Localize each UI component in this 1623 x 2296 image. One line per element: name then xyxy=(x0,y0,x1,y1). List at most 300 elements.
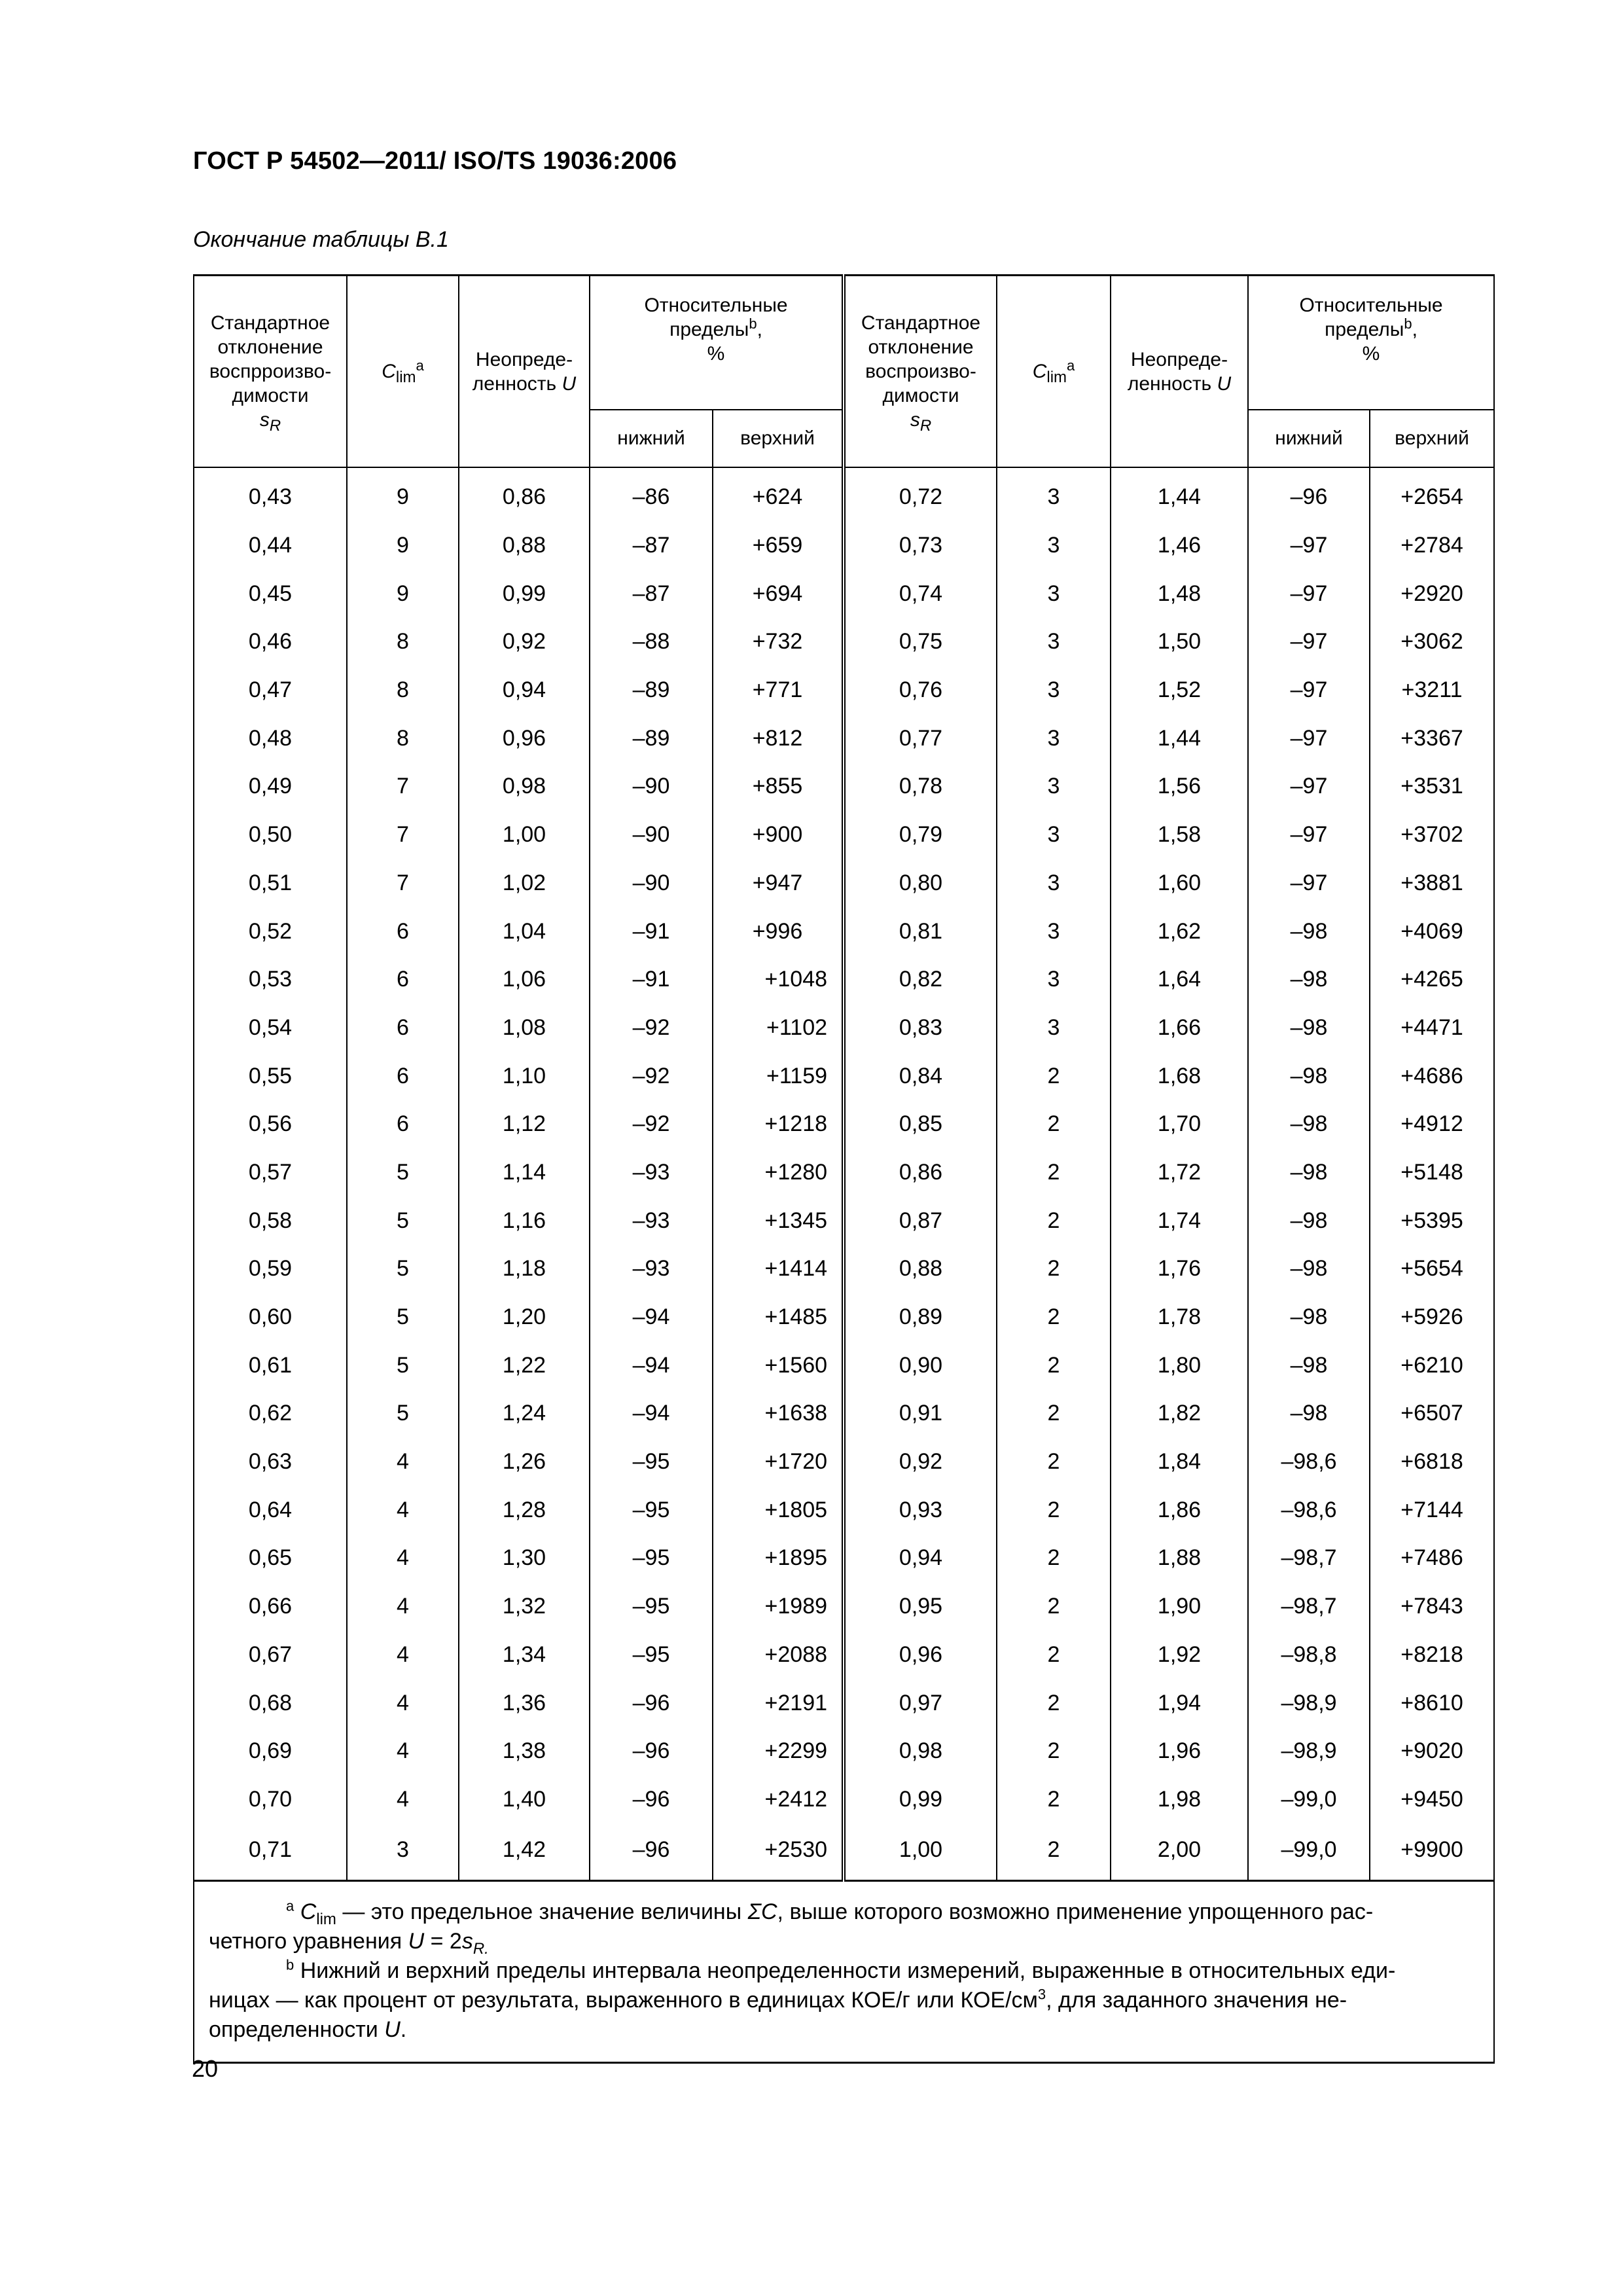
cell-upper-left: +1218 xyxy=(713,1100,844,1149)
cell-uncertainty-right: 1,48 xyxy=(1111,569,1248,618)
cell-upper-left: +812 xyxy=(713,714,844,762)
cell-sr-left: 0,59 xyxy=(194,1245,347,1293)
table-row xyxy=(194,811,1494,859)
cell-upper-left: +947 xyxy=(713,859,844,908)
cell-lower-right: –97 xyxy=(1248,522,1370,570)
cell-lower-left: –95 xyxy=(590,1534,713,1583)
cell-clim-left: 6 xyxy=(347,1052,459,1100)
cell-uncertainty-right: 1,92 xyxy=(1111,1631,1248,1679)
cell-upper-left: +1560 xyxy=(713,1341,844,1390)
cell-uncertainty-left: 0,99 xyxy=(459,569,590,618)
cell-lower-right: –98 xyxy=(1248,1196,1370,1245)
cell-uncertainty-left: 1,06 xyxy=(459,956,590,1004)
cell-clim-left: 4 xyxy=(347,1534,459,1583)
header-relative-limits-right: Относительные пределы$^b$, % xyxy=(1248,276,1494,410)
cell-uncertainty-right: 1,94 xyxy=(1111,1679,1248,1727)
table-row xyxy=(194,1438,1494,1486)
cell-clim-right: 3 xyxy=(997,907,1111,956)
cell-clim-right: 3 xyxy=(997,811,1111,859)
cell-sr-left: 0,70 xyxy=(194,1776,347,1824)
cell-sr-left: 0,71 xyxy=(194,1823,347,1881)
cell-clim-left: 3 xyxy=(347,1823,459,1881)
header-relative-limits-left: Относительные пределы$^b$, % xyxy=(590,276,844,410)
footnote-b-continued: ницах — как процент от результата, выраженного в единицах КОЕ/г или КОЕ/$см^3$, для заданного значения не- xyxy=(209,1986,1347,2013)
cell-sr-left: 0,65 xyxy=(194,1534,347,1583)
cell-clim-right: 2 xyxy=(997,1438,1111,1486)
cell-lower-left: –94 xyxy=(590,1390,713,1438)
cell-lower-left: –88 xyxy=(590,618,713,666)
cell-sr-right: 0,74 xyxy=(844,569,997,618)
cell-lower-right: –97 xyxy=(1248,666,1370,715)
cell-uncertainty-right: 1,74 xyxy=(1111,1196,1248,1245)
cell-lower-right: –97 xyxy=(1248,859,1370,908)
cell-uncertainty-left: 1,38 xyxy=(459,1727,590,1776)
cell-lower-right: –98 xyxy=(1248,907,1370,956)
cell-upper-right: +3531 xyxy=(1370,762,1494,811)
cell-clim-left: 4 xyxy=(347,1438,459,1486)
header-uncertainty-right: Неопреде- ленность U xyxy=(1111,276,1248,468)
cell-sr-left: 0,61 xyxy=(194,1341,347,1390)
cell-lower-left: –96 xyxy=(590,1776,713,1824)
cell-upper-left: +2299 xyxy=(713,1727,844,1776)
table-row xyxy=(194,1293,1494,1342)
cell-clim-right: 3 xyxy=(997,714,1111,762)
cell-uncertainty-left: 1,00 xyxy=(459,811,590,859)
cell-clim-right: 2 xyxy=(997,1823,1111,1881)
header-lower-right: нижний xyxy=(1248,410,1370,467)
cell-uncertainty-left: 1,28 xyxy=(459,1486,590,1534)
cell-upper-left: +1485 xyxy=(713,1293,844,1342)
cell-upper-left: +1989 xyxy=(713,1583,844,1631)
cell-uncertainty-left: 1,42 xyxy=(459,1823,590,1881)
cell-uncertainty-left: 0,94 xyxy=(459,666,590,715)
cell-clim-right: 3 xyxy=(997,473,1111,522)
cell-sr-right: 0,84 xyxy=(844,1052,997,1100)
cell-sr-right: 0,88 xyxy=(844,1245,997,1293)
cell-uncertainty-right: 1,78 xyxy=(1111,1293,1248,1342)
cell-sr-right: 0,99 xyxy=(844,1776,997,1824)
cell-clim-left: 5 xyxy=(347,1196,459,1245)
cell-uncertainty-right: 1,82 xyxy=(1111,1390,1248,1438)
cell-clim-left: 7 xyxy=(347,811,459,859)
table-row xyxy=(194,1486,1494,1534)
cell-sr-right: 0,96 xyxy=(844,1631,997,1679)
header-lower-left: нижний xyxy=(590,410,713,467)
cell-uncertainty-left: 1,40 xyxy=(459,1776,590,1824)
cell-clim-left: 5 xyxy=(347,1293,459,1342)
cell-clim-right: 2 xyxy=(997,1534,1111,1583)
table-row xyxy=(194,618,1494,666)
cell-sr-right: 0,85 xyxy=(844,1100,997,1149)
header-upper-left: верхний xyxy=(713,410,844,467)
cell-sr-left: 0,62 xyxy=(194,1390,347,1438)
cell-lower-right: –98,6 xyxy=(1248,1438,1370,1486)
cell-lower-right: –98 xyxy=(1248,1293,1370,1342)
cell-upper-left: +1159 xyxy=(713,1052,844,1100)
cell-upper-left: +1895 xyxy=(713,1534,844,1583)
cell-lower-right: –97 xyxy=(1248,811,1370,859)
cell-sr-right: 0,87 xyxy=(844,1196,997,1245)
cell-uncertainty-right: 1,84 xyxy=(1111,1438,1248,1486)
cell-clim-left: 7 xyxy=(347,762,459,811)
cell-lower-right: –98,7 xyxy=(1248,1534,1370,1583)
cell-clim-right: 2 xyxy=(997,1776,1111,1824)
cell-clim-right: 2 xyxy=(997,1052,1111,1100)
cell-sr-left: 0,50 xyxy=(194,811,347,859)
cell-upper-left: +2412 xyxy=(713,1776,844,1824)
cell-upper-right: +3702 xyxy=(1370,811,1494,859)
cell-clim-right: 2 xyxy=(997,1727,1111,1776)
cell-clim-right: 3 xyxy=(997,569,1111,618)
cell-upper-left: +694 xyxy=(713,569,844,618)
cell-sr-right: 0,75 xyxy=(844,618,997,666)
cell-uncertainty-right: 1,44 xyxy=(1111,473,1248,522)
cell-upper-left: +996 xyxy=(713,907,844,956)
cell-upper-right: +9020 xyxy=(1370,1727,1494,1776)
cell-clim-right: 3 xyxy=(997,618,1111,666)
table-row xyxy=(194,1052,1494,1100)
cell-uncertainty-left: 0,96 xyxy=(459,714,590,762)
cell-uncertainty-left: 1,22 xyxy=(459,1341,590,1390)
cell-sr-right: 0,91 xyxy=(844,1390,997,1438)
cell-uncertainty-left: 0,92 xyxy=(459,618,590,666)
cell-sr-left: 0,55 xyxy=(194,1052,347,1100)
cell-lower-left: –94 xyxy=(590,1293,713,1342)
cell-lower-left: –95 xyxy=(590,1438,713,1486)
cell-clim-right: 2 xyxy=(997,1341,1111,1390)
cell-upper-right: +2920 xyxy=(1370,569,1494,618)
cell-sr-right: 0,81 xyxy=(844,907,997,956)
cell-lower-right: –99,0 xyxy=(1248,1823,1370,1881)
cell-uncertainty-left: 1,20 xyxy=(459,1293,590,1342)
table-row xyxy=(194,1727,1494,1776)
cell-uncertainty-left: 1,24 xyxy=(459,1390,590,1438)
cell-upper-left: +1102 xyxy=(713,1004,844,1052)
cell-clim-left: 5 xyxy=(347,1390,459,1438)
cell-clim-left: 8 xyxy=(347,618,459,666)
table-row xyxy=(194,666,1494,715)
table-row xyxy=(194,522,1494,570)
cell-clim-left: 6 xyxy=(347,956,459,1004)
cell-lower-left: –92 xyxy=(590,1052,713,1100)
cell-uncertainty-left: 1,02 xyxy=(459,859,590,908)
cell-lower-right: –97 xyxy=(1248,714,1370,762)
cell-upper-right: +3367 xyxy=(1370,714,1494,762)
cell-upper-right: +9900 xyxy=(1370,1823,1494,1881)
cell-uncertainty-right: 1,66 xyxy=(1111,1004,1248,1052)
cell-lower-right: –98,8 xyxy=(1248,1631,1370,1679)
table-body xyxy=(194,473,1494,1881)
cell-sr-right: 0,92 xyxy=(844,1438,997,1486)
document-header: ГОСТ Р 54502—2011/ ISO/TS 19036:2006 xyxy=(193,147,677,175)
cell-upper-right: +6210 xyxy=(1370,1341,1494,1390)
header-clim-left: $C_{lim}^a$ xyxy=(347,276,459,468)
cell-upper-left: +659 xyxy=(713,522,844,570)
cell-uncertainty-right: 1,96 xyxy=(1111,1727,1248,1776)
cell-sr-left: 0,44 xyxy=(194,522,347,570)
cell-uncertainty-left: 1,04 xyxy=(459,907,590,956)
cell-clim-right: 3 xyxy=(997,666,1111,715)
cell-sr-right: 0,82 xyxy=(844,956,997,1004)
cell-uncertainty-left: 0,86 xyxy=(459,473,590,522)
header-uncertainty-left: Неопреде- ленность U xyxy=(459,276,590,468)
table-row xyxy=(194,1534,1494,1583)
page-number: 20 xyxy=(192,2055,219,2082)
cell-clim-left: 5 xyxy=(347,1245,459,1293)
header-sr-left: Стандартное отклонение воспрроизво- димости $s_R$ xyxy=(194,276,347,468)
cell-uncertainty-left: 1,12 xyxy=(459,1100,590,1149)
cell-upper-left: +624 xyxy=(713,473,844,522)
cell-lower-right: –98 xyxy=(1248,1245,1370,1293)
cell-clim-left: 9 xyxy=(347,473,459,522)
cell-upper-right: +5148 xyxy=(1370,1149,1494,1197)
cell-sr-left: 0,66 xyxy=(194,1583,347,1631)
cell-clim-right: 2 xyxy=(997,1583,1111,1631)
cell-upper-left: +2191 xyxy=(713,1679,844,1727)
cell-lower-left: –92 xyxy=(590,1100,713,1149)
table-row xyxy=(194,1679,1494,1727)
cell-clim-right: 2 xyxy=(997,1631,1111,1679)
cell-lower-left: –96 xyxy=(590,1679,713,1727)
cell-sr-right: 0,98 xyxy=(844,1727,997,1776)
cell-upper-right: +5654 xyxy=(1370,1245,1494,1293)
cell-uncertainty-right: 1,46 xyxy=(1111,522,1248,570)
cell-upper-left: +2530 xyxy=(713,1823,844,1881)
cell-upper-right: +4686 xyxy=(1370,1052,1494,1100)
cell-sr-left: 0,43 xyxy=(194,473,347,522)
cell-sr-left: 0,58 xyxy=(194,1196,347,1245)
table-row xyxy=(194,1390,1494,1438)
cell-clim-left: 4 xyxy=(347,1631,459,1679)
cell-upper-right: +4471 xyxy=(1370,1004,1494,1052)
cell-sr-left: 0,53 xyxy=(194,956,347,1004)
cell-clim-right: 3 xyxy=(997,762,1111,811)
cell-clim-right: 2 xyxy=(997,1196,1111,1245)
cell-upper-right: +7486 xyxy=(1370,1534,1494,1583)
cell-uncertainty-left: 0,88 xyxy=(459,522,590,570)
cell-clim-right: 2 xyxy=(997,1486,1111,1534)
cell-sr-left: 0,51 xyxy=(194,859,347,908)
cell-sr-right: 1,00 xyxy=(844,1823,997,1881)
cell-uncertainty-right: 1,90 xyxy=(1111,1583,1248,1631)
cell-upper-right: +6818 xyxy=(1370,1438,1494,1486)
cell-sr-right: 0,86 xyxy=(844,1149,997,1197)
cell-upper-right: +4069 xyxy=(1370,907,1494,956)
cell-clim-right: 2 xyxy=(997,1390,1111,1438)
cell-uncertainty-right: 1,64 xyxy=(1111,956,1248,1004)
table-row xyxy=(194,1341,1494,1390)
cell-uncertainty-right: 1,44 xyxy=(1111,714,1248,762)
cell-lower-right: –98 xyxy=(1248,1004,1370,1052)
cell-lower-right: –97 xyxy=(1248,618,1370,666)
cell-upper-left: +855 xyxy=(713,762,844,811)
cell-upper-left: +771 xyxy=(713,666,844,715)
cell-upper-left: +1048 xyxy=(713,956,844,1004)
cell-clim-left: 7 xyxy=(347,859,459,908)
cell-uncertainty-right: 2,00 xyxy=(1111,1823,1248,1881)
cell-lower-right: –98 xyxy=(1248,1100,1370,1149)
cell-upper-right: +8218 xyxy=(1370,1631,1494,1679)
footnote-b: $^b$ Нижний и верхний пределы интервала неопределенности измерений, выраженные в относительных еди- xyxy=(286,1956,1396,1984)
cell-uncertainty-left: 1,18 xyxy=(459,1245,590,1293)
header-upper-right: верхний xyxy=(1370,410,1494,467)
cell-lower-left: –89 xyxy=(590,666,713,715)
table-row xyxy=(194,762,1494,811)
table-row xyxy=(194,1196,1494,1245)
cell-clim-right: 3 xyxy=(997,859,1111,908)
table-row xyxy=(194,1100,1494,1149)
cell-lower-right: –97 xyxy=(1248,762,1370,811)
table-row xyxy=(194,1823,1494,1881)
cell-clim-left: 9 xyxy=(347,569,459,618)
cell-lower-right: –98 xyxy=(1248,1052,1370,1100)
cell-uncertainty-left: 1,10 xyxy=(459,1052,590,1100)
cell-uncertainty-left: 0,98 xyxy=(459,762,590,811)
cell-sr-right: 0,76 xyxy=(844,666,997,715)
cell-uncertainty-right: 1,68 xyxy=(1111,1052,1248,1100)
cell-sr-right: 0,93 xyxy=(844,1486,997,1534)
cell-clim-left: 6 xyxy=(347,907,459,956)
table-row xyxy=(194,956,1494,1004)
cell-sr-right: 0,80 xyxy=(844,859,997,908)
cell-uncertainty-right: 1,72 xyxy=(1111,1149,1248,1197)
cell-clim-left: 5 xyxy=(347,1149,459,1197)
cell-clim-left: 6 xyxy=(347,1100,459,1149)
cell-uncertainty-right: 1,52 xyxy=(1111,666,1248,715)
table-footnotes xyxy=(194,1881,1494,2063)
cell-upper-right: +5395 xyxy=(1370,1196,1494,1245)
cell-clim-right: 2 xyxy=(997,1293,1111,1342)
cell-clim-right: 2 xyxy=(997,1245,1111,1293)
cell-lower-left: –96 xyxy=(590,1727,713,1776)
cell-clim-left: 4 xyxy=(347,1727,459,1776)
table-row xyxy=(194,1149,1494,1197)
cell-upper-left: +1720 xyxy=(713,1438,844,1486)
cell-uncertainty-right: 1,50 xyxy=(1111,618,1248,666)
cell-upper-right: +6507 xyxy=(1370,1390,1494,1438)
cell-sr-left: 0,48 xyxy=(194,714,347,762)
cell-sr-left: 0,45 xyxy=(194,569,347,618)
cell-lower-left: –93 xyxy=(590,1245,713,1293)
table-row xyxy=(194,1583,1494,1631)
cell-upper-right: +7843 xyxy=(1370,1583,1494,1631)
cell-uncertainty-left: 1,08 xyxy=(459,1004,590,1052)
cell-sr-right: 0,77 xyxy=(844,714,997,762)
data-table xyxy=(193,274,1495,2064)
cell-lower-left: –94 xyxy=(590,1341,713,1390)
cell-upper-left: +1345 xyxy=(713,1196,844,1245)
cell-upper-right: +5926 xyxy=(1370,1293,1494,1342)
cell-lower-left: –92 xyxy=(590,1004,713,1052)
table-row xyxy=(194,1004,1494,1052)
cell-uncertainty-right: 1,60 xyxy=(1111,859,1248,908)
cell-sr-right: 0,89 xyxy=(844,1293,997,1342)
cell-sr-right: 0,72 xyxy=(844,473,997,522)
cell-sr-left: 0,60 xyxy=(194,1293,347,1342)
table-row xyxy=(194,1631,1494,1679)
cell-lower-right: –98 xyxy=(1248,1149,1370,1197)
cell-clim-left: 9 xyxy=(347,522,459,570)
cell-uncertainty-right: 1,70 xyxy=(1111,1100,1248,1149)
cell-sr-left: 0,56 xyxy=(194,1100,347,1149)
cell-lower-right: –98,9 xyxy=(1248,1679,1370,1727)
table-row xyxy=(194,473,1494,522)
cell-uncertainty-left: 1,16 xyxy=(459,1196,590,1245)
cell-sr-left: 0,49 xyxy=(194,762,347,811)
table-row xyxy=(194,714,1494,762)
cell-clim-left: 8 xyxy=(347,714,459,762)
cell-upper-left: +1805 xyxy=(713,1486,844,1534)
cell-clim-right: 3 xyxy=(997,522,1111,570)
cell-lower-right: –98,7 xyxy=(1248,1583,1370,1631)
table-row xyxy=(194,1776,1494,1824)
table-row xyxy=(194,859,1494,908)
cell-sr-left: 0,46 xyxy=(194,618,347,666)
table-row xyxy=(194,569,1494,618)
cell-clim-right: 3 xyxy=(997,956,1111,1004)
cell-lower-left: –91 xyxy=(590,907,713,956)
cell-upper-right: +3881 xyxy=(1370,859,1494,908)
cell-sr-left: 0,63 xyxy=(194,1438,347,1486)
table-row xyxy=(194,907,1494,956)
cell-sr-right: 0,95 xyxy=(844,1583,997,1631)
footnote-b-end: определенности U. xyxy=(209,2017,407,2043)
cell-sr-left: 0,54 xyxy=(194,1004,347,1052)
cell-lower-left: –96 xyxy=(590,1823,713,1881)
cell-upper-right: +3062 xyxy=(1370,618,1494,666)
table-row xyxy=(194,1245,1494,1293)
cell-sr-left: 0,64 xyxy=(194,1486,347,1534)
cell-uncertainty-right: 1,62 xyxy=(1111,907,1248,956)
cell-upper-left: +900 xyxy=(713,811,844,859)
cell-sr-right: 0,73 xyxy=(844,522,997,570)
cell-upper-right: +2784 xyxy=(1370,522,1494,570)
cell-sr-left: 0,47 xyxy=(194,666,347,715)
cell-lower-right: –98,9 xyxy=(1248,1727,1370,1776)
cell-uncertainty-left: 1,36 xyxy=(459,1679,590,1727)
cell-lower-left: –93 xyxy=(590,1196,713,1245)
footnote-a-continued: четного уравнения $U = 2s_{R.}$ xyxy=(209,1929,489,1958)
cell-lower-left: –90 xyxy=(590,859,713,908)
cell-lower-right: –97 xyxy=(1248,569,1370,618)
cell-sr-right: 0,79 xyxy=(844,811,997,859)
cell-lower-left: –87 xyxy=(590,569,713,618)
cell-lower-left: –95 xyxy=(590,1631,713,1679)
cell-sr-left: 0,68 xyxy=(194,1679,347,1727)
cell-sr-right: 0,94 xyxy=(844,1534,997,1583)
cell-uncertainty-left: 1,26 xyxy=(459,1438,590,1486)
cell-sr-left: 0,57 xyxy=(194,1149,347,1197)
cell-sr-right: 0,78 xyxy=(844,762,997,811)
header-sr-right: Стандартное отклонение воспроизво- димости $s_R$ xyxy=(844,276,997,468)
cell-lower-right: –98 xyxy=(1248,956,1370,1004)
cell-clim-left: 6 xyxy=(347,1004,459,1052)
cell-uncertainty-left: 1,32 xyxy=(459,1583,590,1631)
cell-sr-right: 0,83 xyxy=(844,1004,997,1052)
cell-lower-left: –87 xyxy=(590,522,713,570)
cell-uncertainty-right: 1,88 xyxy=(1111,1534,1248,1583)
cell-uncertainty-right: 1,98 xyxy=(1111,1776,1248,1824)
cell-uncertainty-left: 1,30 xyxy=(459,1534,590,1583)
cell-lower-right: –98 xyxy=(1248,1341,1370,1390)
cell-upper-right: +4912 xyxy=(1370,1100,1494,1149)
cell-lower-left: –86 xyxy=(590,473,713,522)
cell-lower-left: –93 xyxy=(590,1149,713,1197)
cell-clim-right: 2 xyxy=(997,1100,1111,1149)
cell-lower-left: –91 xyxy=(590,956,713,1004)
cell-clim-left: 4 xyxy=(347,1776,459,1824)
cell-lower-left: –90 xyxy=(590,762,713,811)
